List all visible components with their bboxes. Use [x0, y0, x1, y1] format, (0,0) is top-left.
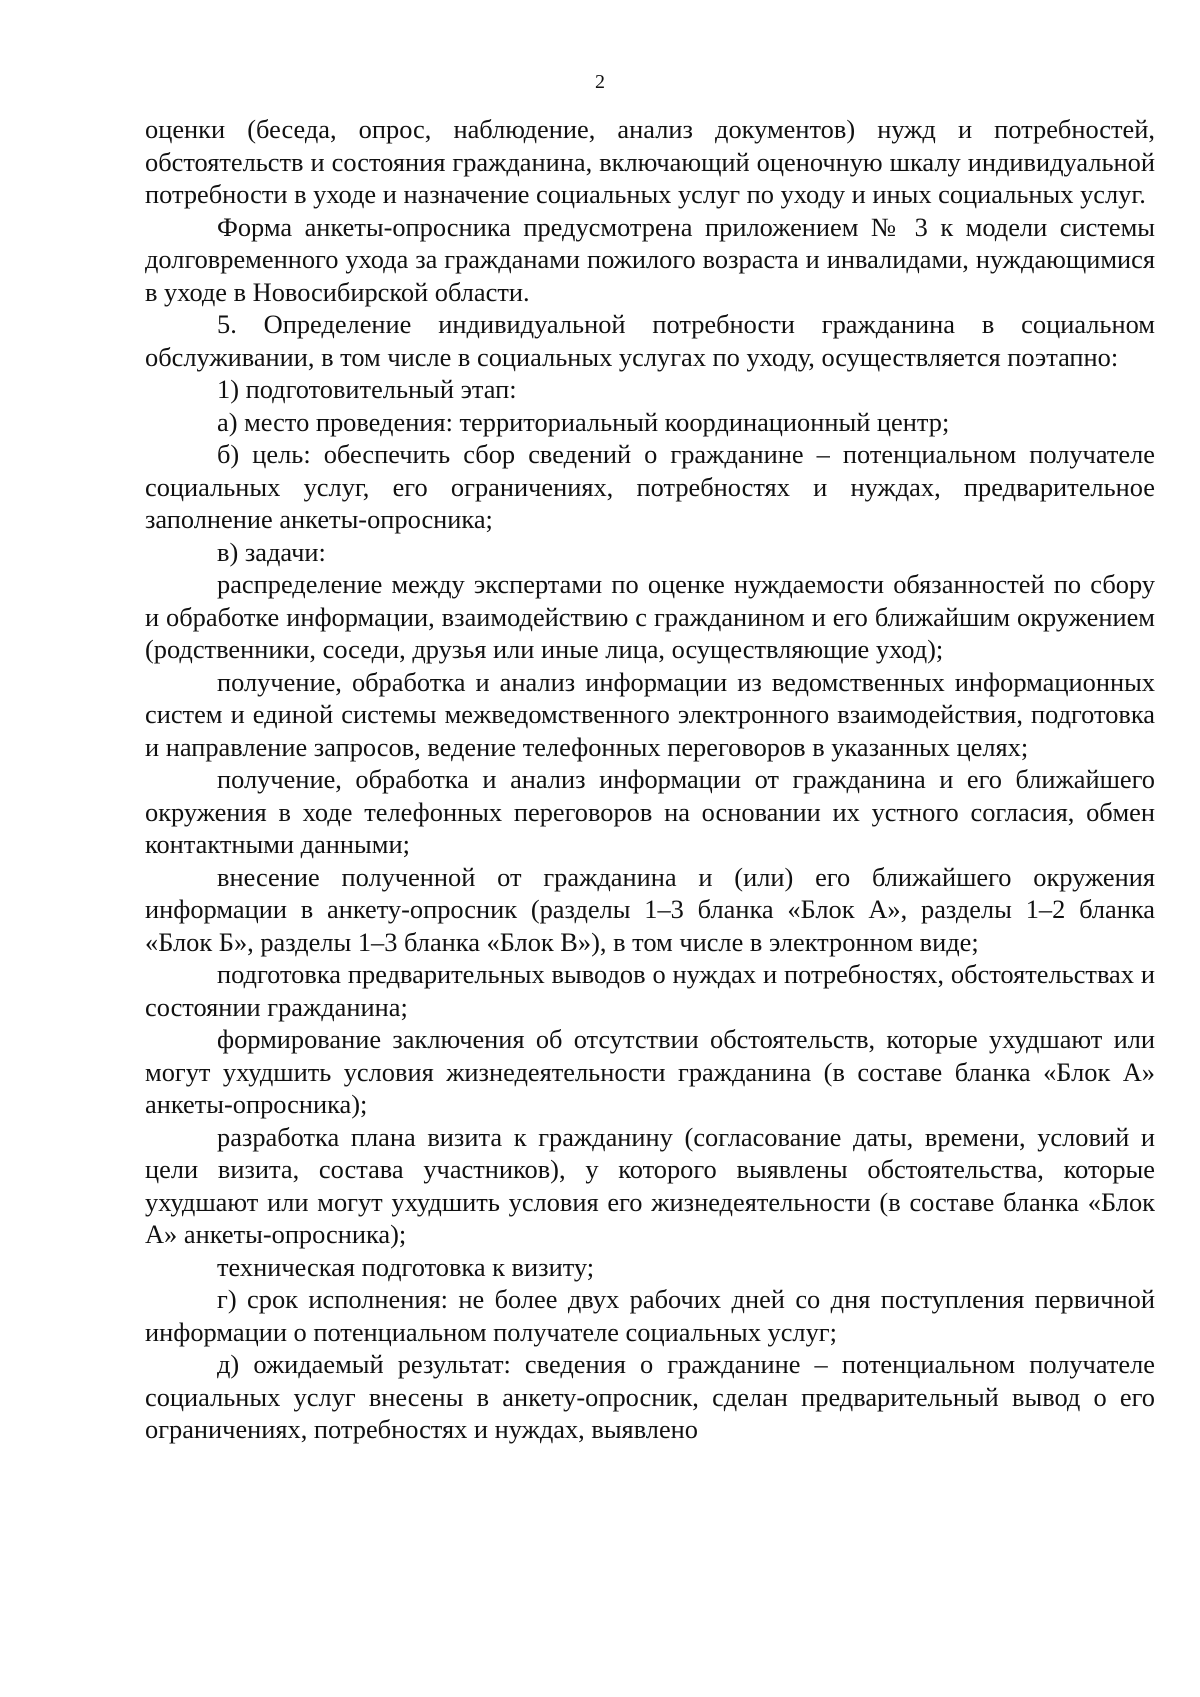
paragraph: а) место проведения: территориальный координационный центр; — [217, 406, 950, 437]
page-number: 2 — [595, 71, 605, 93]
paragraph: 1) подготовительный этап: — [217, 374, 517, 404]
paragraph: разработка плана визита к гражданину (согласование даты, времени, условий и цели визита, состава участников), у которого выявлены обстоятельства, которые ухудшают или могут ухудшить условия его жизнедеятельности (в составе бланка «Блок А» анкеты-опросника); — [145, 1121, 1155, 1249]
paragraph: в) задачи: — [217, 536, 326, 567]
paragraph: распределение между экспертами по оценке нуждаемости обязанностей по сбору и обработке информации, взаимодействию с гражданином и его ближайшим окружением (родственники, соседи, друзья или иные лица, осуществляющие уход); — [145, 569, 1155, 664]
paragraph: оценки (беседа, опрос, наблюдение, анализ документов) нужд и потребностей, обстоятельств и состояния гражданина, включающий оценочную шкалу индивидуальной потребности в уходе и назначение социальных услуг по уходу и иных социальных услуг. — [145, 114, 1155, 209]
paragraph: внесение полученной от гражданина и (или) его ближайшего окружения информации в анкету-опросник (разделы 1–3 бланка «Блок А», разделы 1–2 бланка «Блок Б», разделы 1–3 бланка «Блок В»), в том числе в электронном виде; — [145, 861, 1155, 957]
paragraph: получение, обработка и анализ информации из ведомственных информационных систем и единой системы межведомственного электронного взаимодействия, подготовка и направление запросов, ведение телефонных переговоров в указанных целях; — [145, 666, 1155, 762]
paragraph: получение, обработка и анализ информации от гражданина и его ближайшего окружения в ходе телефонных переговоров на основании их устного согласия, обмен контактными данными; — [145, 764, 1155, 859]
paragraph: 5. Определение индивидуальной потребности гражданина в социальном обслуживании, в том числе в социальных услугах по уходу, осуществляется поэтапно: — [145, 309, 1155, 372]
paragraph: Форма анкеты-опросника предусмотрена приложением № 3 к модели системы долговременного ухода за гражданами пожилого возраста и инвалидами, нуждающимися в уходе в Новосибирской области. — [145, 211, 1155, 307]
paragraph: формирование заключения об отсутствии обстоятельств, которые ухудшают или могут ухудшить условия жизнедеятельности гражданина (в составе бланка «Блок А» анкеты-опросника); — [145, 1024, 1155, 1119]
paragraph: подготовка предварительных выводов о нуждах и потребностях, обстоятельствах и состоянии гражданина; — [145, 959, 1155, 1022]
paragraph: д) ожидаемый результат: сведения о гражданине – потенциальном получателе социальных услуг внесены в анкету-опросник, сделан предварительный вывод о его ограничениях, потребностях и нуждах, выявлено — [145, 1349, 1155, 1444]
paragraph: техническая подготовка к визиту; — [217, 1251, 595, 1282]
paragraph: г) срок исполнения: не более двух рабочих дней со дня поступления первичной информации о потенциальном получателе социальных услуг; — [145, 1284, 1155, 1347]
document-body — [145, 113, 1155, 1446]
paragraph: б) цель: обеспечить сбор сведений о гражданине – потенциальном получателе социальных услуг, его ограничениях, потребностях и нуждах, предварительное заполнение анкеты-опросника; — [145, 439, 1155, 534]
